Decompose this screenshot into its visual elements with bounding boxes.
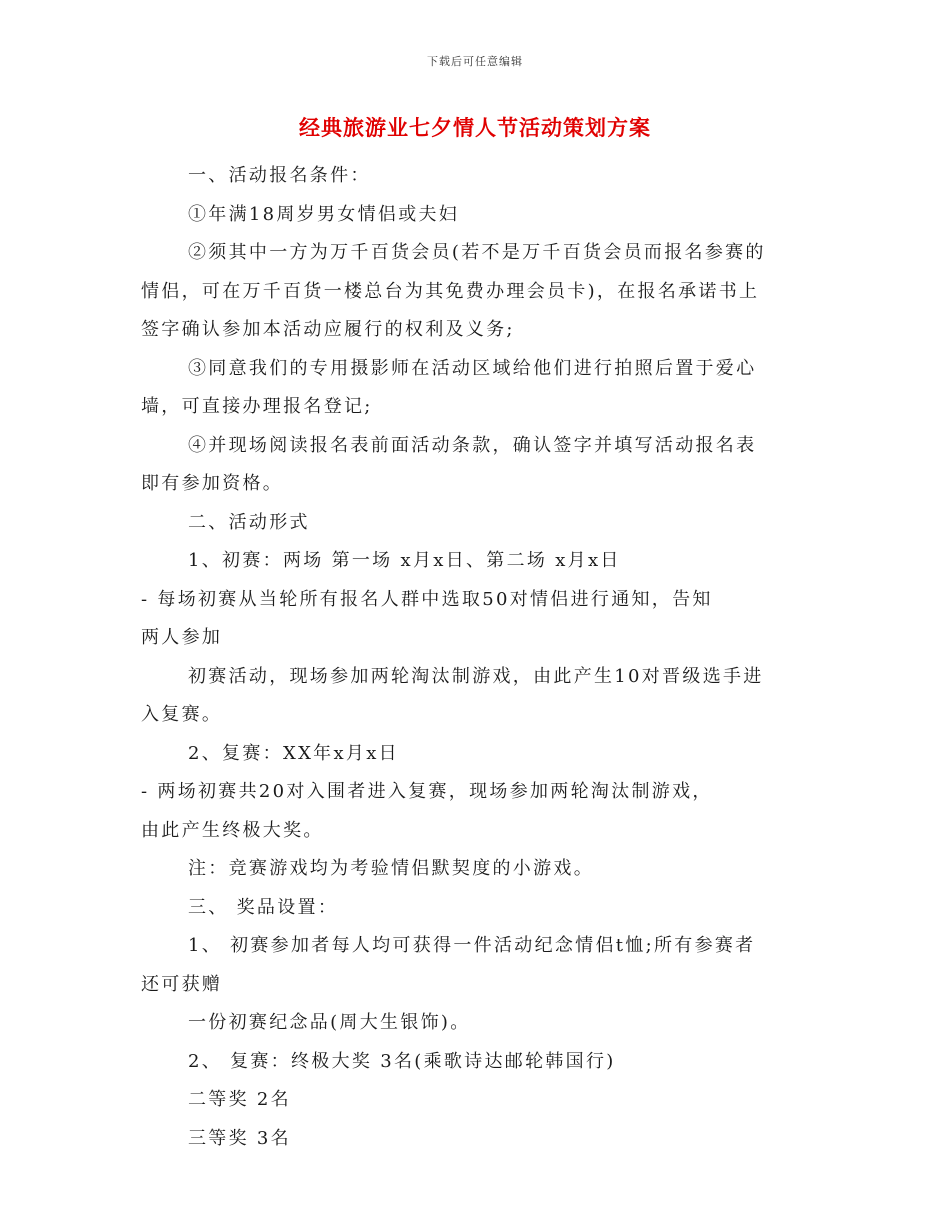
body-line: 2、 复赛：终极大奖 3名(乘歌诗达邮轮韩国行) [188, 1050, 616, 1072]
body-line: 签字确认参加本活动应履行的权利及义务; [141, 319, 515, 340]
document-title: 经典旅游业七夕情人节活动策划方案 [299, 116, 651, 140]
body-line: - 每场初赛从当轮所有报名人群中选取50对情侣进行通知，告知 [141, 588, 713, 610]
header-note: 下载后可任意编辑 [427, 55, 523, 68]
body-line: 注：竞赛游戏均为考验情侣默契度的小游戏。 [188, 858, 594, 879]
body-line: 初赛活动，现场参加两轮淘汰制游戏，由此产生10对晋级选手进 [188, 665, 764, 687]
document-body [141, 157, 811, 1158]
body-line: ③同意我们的专用摄影师在活动区域给他们进行拍照后置于爱心 [188, 357, 757, 379]
body-line: 一份初赛纪念品(周大生银饰)。 [188, 1012, 471, 1033]
body-line: 入复赛。 [141, 704, 223, 725]
body-line: 两人参加 [141, 627, 223, 648]
body-line: 1、初赛：两场 第一场 x月x日、第二场 x月x日 [188, 550, 621, 571]
body-line: 二等奖 2名 [188, 1089, 291, 1110]
body-line: 2、复赛：XX年x月x日 [188, 742, 399, 764]
body-line: ④并现场阅读报名表前面活动条款，确认签字并填写活动报名表 [188, 434, 757, 456]
body-line: 三、 奖品设置： [188, 896, 339, 918]
body-line: - 两场初赛共20对入围者进入复赛，现场参加两轮淘汰制游戏， [141, 781, 713, 802]
body-line: 即有参加资格。 [141, 473, 284, 494]
body-line: ②须其中一方为万千百货会员(若不是万千百货会员而报名参赛的 [188, 242, 766, 263]
body-line: ①年满18周岁男女情侣或夫妇 [188, 203, 460, 225]
body-line: 三等奖 3名 [188, 1127, 291, 1149]
body-line: 1、 初赛参加者每人均可获得一件活动纪念情侣t恤;所有参赛者 [188, 935, 756, 956]
body-line: 情侣，可在万千百货一楼总台为其免费办理会员卡)，在报名承诺书上 [141, 280, 760, 302]
body-line: 墙，可直接办理报名登记; [141, 396, 373, 417]
body-line: 二、活动形式 [188, 511, 310, 533]
body-line: 由此产生终极大奖。 [141, 819, 324, 841]
body-line: 还可获赠 [141, 973, 223, 995]
body-line: 一、活动报名条件： [188, 165, 371, 186]
